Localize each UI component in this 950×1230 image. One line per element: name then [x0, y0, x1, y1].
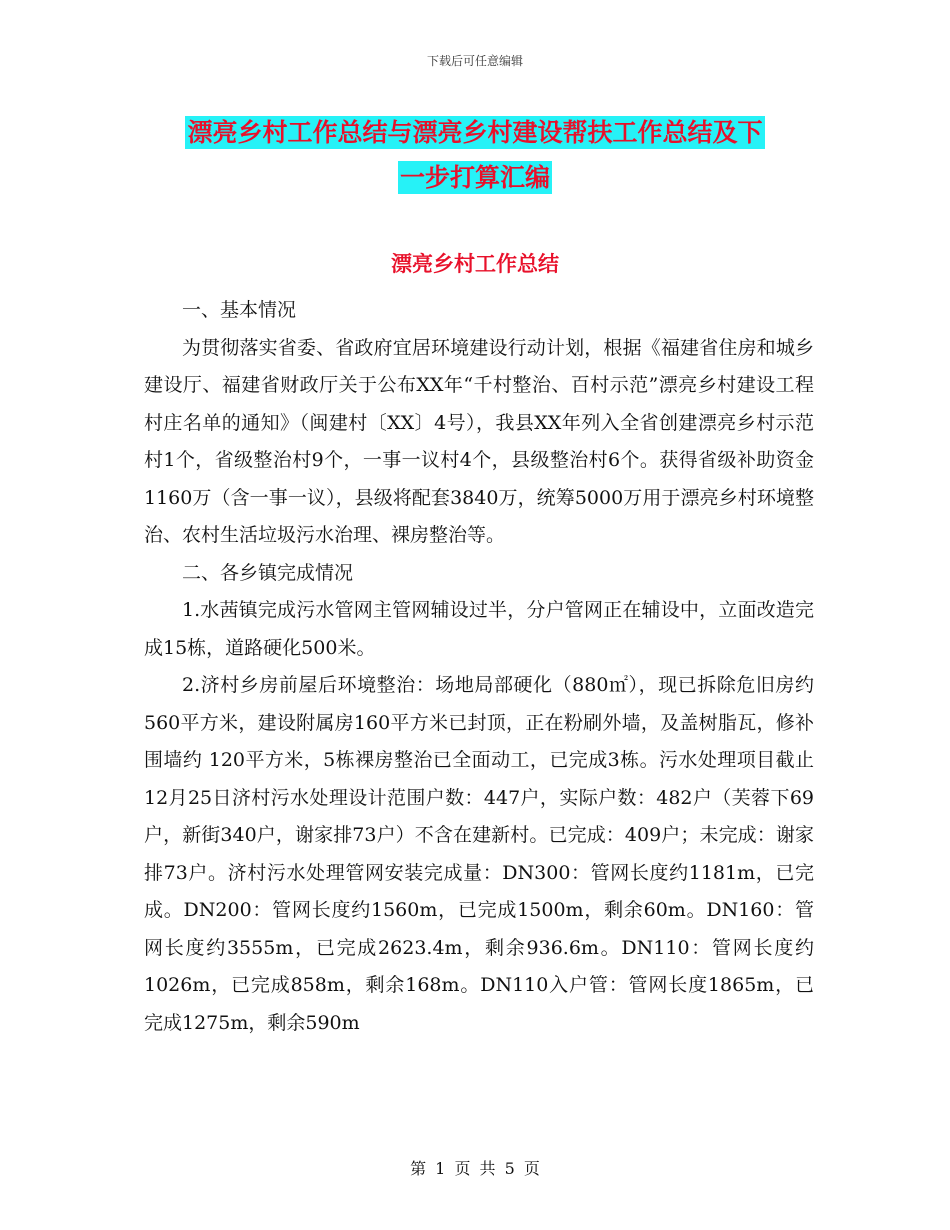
paragraph-heading-towns: 二、各乡镇完成情况 — [182, 561, 354, 584]
paragraph-jicun: 2.济村乡房前屋后环境整治：场地局部硬化（880㎡），现已拆除危旧房约560平方米，建设附属房160平方米已封顶，正在粉刷外墙，及盖树脂瓦，修补围墙约 120平方米，5栋裸房整治已全面动工，已完成3栋。污水处理项目截止12月25日济村污水处理设计范围户数：447户，实际户数：482户（芙蓉下69户，新街340户，谢家排73户）不含在建新村。已完成：409户；未完成：谢家排73户。济村污水处理管网安装完成量：DN300：管网长度约1181m，已完成。DN200：管网长度约1560m，已完成1500m，剩余60m。DN160：管网长度约3555m，已完成2623.4m，剩余936.6m。DN110：管网长度约1026m，已完成858m，剩余168m。DN110入户管：管网长度1865m，已完成1275m，剩余590m — [144, 674, 814, 1034]
document-title-line1: 漂亮乡村工作总结与漂亮乡村建设帮扶工作总结及下 — [187, 118, 763, 147]
paragraph-shuiqian: 1.水茜镇完成污水管网主管网辅设过半，分户管网正在辅设中，立面改造完成15栋，道路硬化500米。 — [144, 599, 814, 659]
paragraph-basic-situation: 为贯彻落实省委、省政府宜居环境建设行动计划，根据《福建省住房和城乡建设厅、福建省财政厅关于公布XX年“千村整治、百村示范”漂亮乡村建设工程村庄名单的通知》（闽建村〔XX〕4号），我县XX年列入全省创建漂亮乡村示范村1个，省级整治村9个，一事一议村4个，县级整治村6个。获得省级补助资金1160万（含一事一议），县级将配套3840万，统筹5000万用于漂亮乡村环境整治、农村生活垃圾污水治理、裸房整治等。 — [144, 336, 814, 546]
header-note: 下载后可任意编辑 — [426, 54, 523, 68]
section-title: 漂亮乡村工作总结 — [391, 252, 559, 276]
page-footer: 第 1 页 共 5 页 — [410, 1159, 540, 1178]
document-title — [0, 110, 950, 200]
paragraph-heading-basic: 一、基本情况 — [182, 299, 297, 321]
document-title-line2: 一步打算汇编 — [399, 163, 550, 192]
document-body — [144, 292, 814, 1042]
